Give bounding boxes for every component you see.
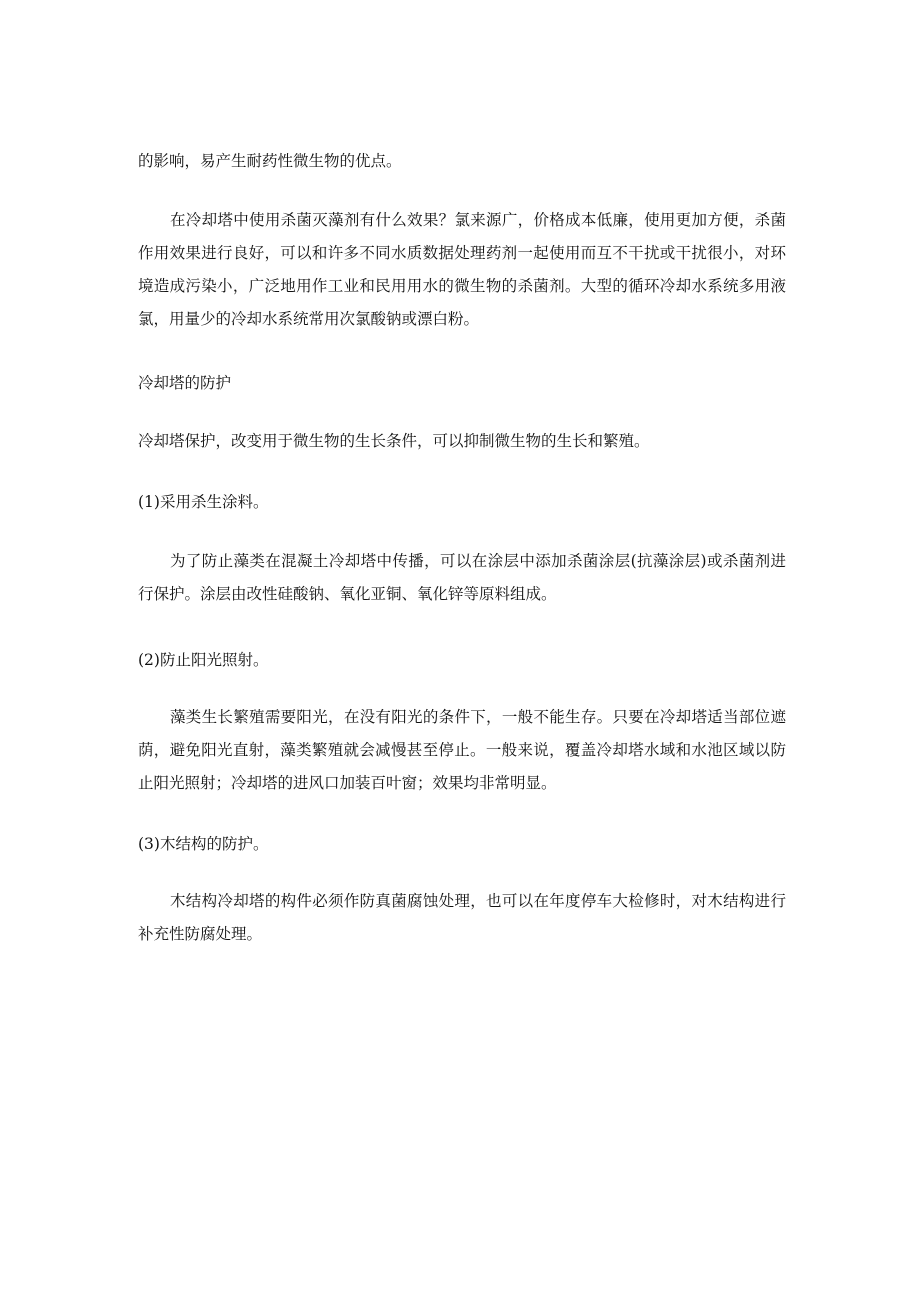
paragraph-continuation: 的影响，易产生耐药性微生物的优点。 [138, 152, 402, 170]
paragraph-sunlight: 藻类生长繁殖需要阳光，在没有阳光的条件下，一般不能生存。只要在冷却塔适当部位遮荫，避免阳光直射，藻类繁殖就会减慢甚至停止。一般来说，覆盖冷却塔水域和水池区域以防止阳光照射；冷却塔的进风口加装百叶窗；效果均非常明显。 [138, 708, 786, 792]
paragraph-protection-intro: 冷却塔保护，改变用于微生物的生长条件，可以抑制微生物的生长和繁殖。 [138, 432, 650, 450]
section-heading-protection: 冷却塔的防护 [138, 374, 232, 392]
subheading-coating: (1)采用杀生涂料。 [138, 493, 269, 511]
subheading-wood: (3)木结构的防护。 [138, 835, 269, 853]
paragraph-coating: 为了防止藻类在混凝土冷却塔中传播，可以在涂层中添加杀菌涂层(抗藻涂层)或杀菌剂进行保护。涂层由改性硅酸钠、氧化亚铜、氧化锌等原料组成。 [138, 552, 786, 603]
paragraph-chlorine-effect: 在冷却塔中使用杀菌灭藻剂有什么效果？氯来源广，价格成本低廉，使用更加方便，杀菌作用效果进行良好，可以和许多不同水质数据处理药剂一起使用而互不干扰或干扰很小，对环境造成污染小，广泛地用作工业和民用用水的微生物的杀菌剂。大型的循环冷却水系统多用液氯，用量少的冷却水系统常用次氯酸钠或漂白粉。 [138, 211, 786, 328]
paragraph-wood: 木结构冷却塔的构件必须作防真菌腐蚀处理，也可以在年度停车大检修时，对木结构进行补充性防腐处理。 [138, 892, 786, 943]
subheading-sunlight: (2)防止阳光照射。 [138, 651, 269, 669]
